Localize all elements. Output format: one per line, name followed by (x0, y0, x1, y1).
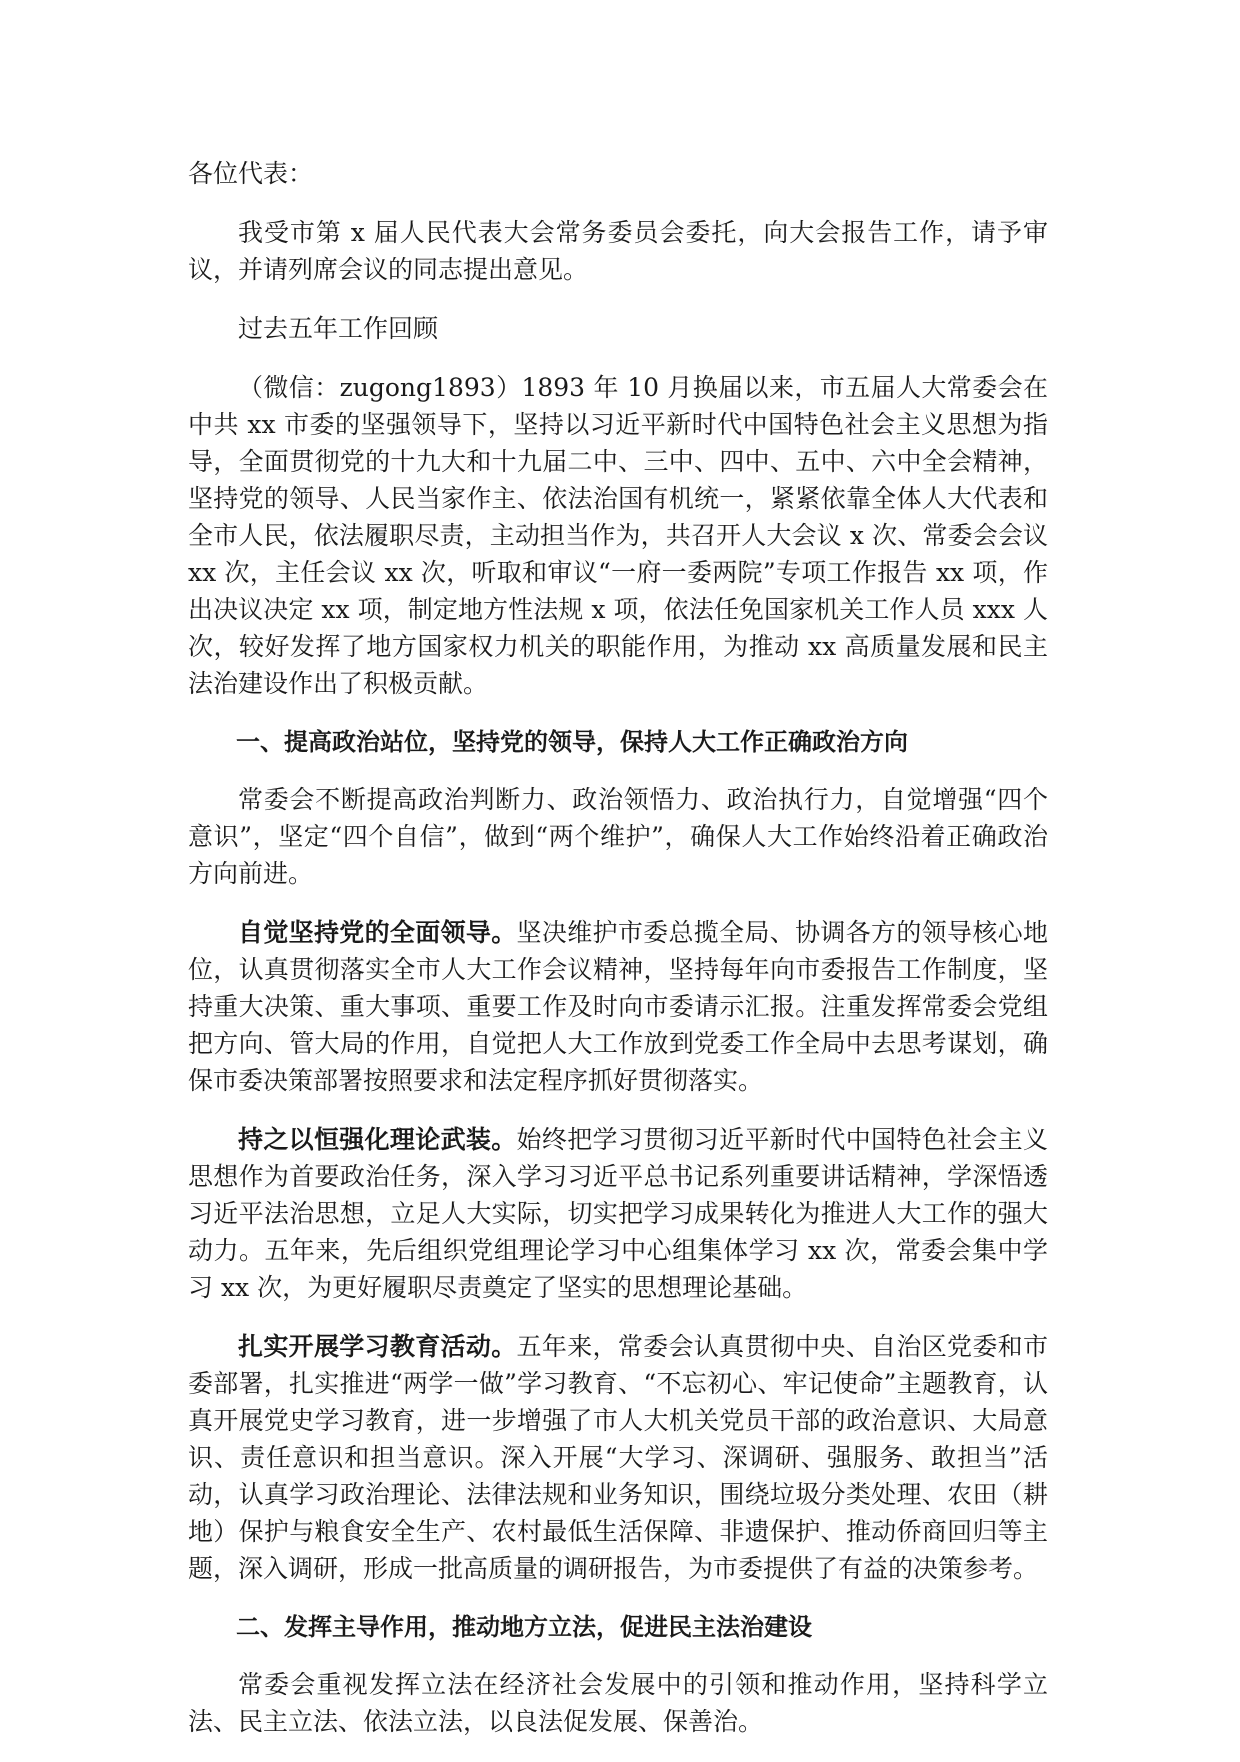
heading-two: 二、发挥主导作用，推动地方立法，促进民主法治建设 (236, 1613, 812, 1641)
paragraph-lead: 持之以恒强化理论武装。 (238, 1125, 517, 1154)
section-title: 过去五年工作回顾 (238, 314, 439, 343)
paragraph-body: 坚决维护市委总揽全局、协调各方的领导核心地位，认真贯彻落实全市人大工作会议精神，坚持每年向市委报告工作制度，坚持重大决策、重大事项、重要工作及时向市委请示汇报。注重发挥常委会党组把方向、管大局的作用，自觉把人大工作放到党委工作全局中去思考谋划，确保市委决策部署按照要求和法定程序抓好贯彻落实。 (188, 918, 1048, 1095)
paragraph-lead: 扎实开展学习教育活动。 (238, 1332, 517, 1361)
salutation: 各位代表： (188, 159, 314, 188)
document-page (188, 155, 1048, 1762)
intro-paragraph: 我受市第 x 届人民代表大会常务委员会委托，向大会报告工作，请予审议，并请列席会议的同志提出意见。 (188, 218, 1048, 284)
paragraph-body: 五年来，常委会认真贯彻中央、自治区党委和市委部署，扎实推进“两学一做”学习教育、“不忘初心、牢记使命”主题教育，认真开展党史学习教育，进一步增强了市人大机关党员干部的政治意识、大局意识、责任意识和担当意识。深入开展“大学习、深调研、强服务、敢担当”活动，认真学习政治理论、法律法规和业务知识，围绕垃圾分类处理、农田（耕地）保护与粮食安全生产、农村最低生活保障、非遗保护、推动侨商回归等主题，深入调研，形成一批高质量的调研报告，为市委提供了有益的决策参考。 (188, 1332, 1048, 1583)
paragraph-body: 始终把学习贯彻习近平新时代中国特色社会主义思想作为首要政治任务，深入学习习近平总书记系列重要讲话精神，学深悟透习近平法治思想，立足人大实际，切实把学习成果转化为推进人大工作的强大动力。五年来，先后组织党组理论学习中心组集体学习 xx 次，常委会集中学习 xx 次，为更好履职尽责奠定了坚实的思想理论基础。 (188, 1125, 1048, 1302)
overview-paragraph: （微信：zugong1893）1893 年 10 月换届以来，市五届人大常委会在中共 xx 市委的坚强领导下，坚持以习近平新时代中国特色社会主义思想为指导，全面贯彻党的十九大和十九届二中、三中、四中、五中、六中全会精神，坚持党的领导、人民当家作主、依法治国有机统一，紧紧依靠全体人大代表和全市人民，依法履职尽责，主动担当作为，共召开人大会议 x 次、常委会会议 xx 次，主任会议 xx 次，听取和审议“一府一委两院”专项工作报告 xx 项，作出决议决定 xx 项，制定地方性法规 x 项，依法任免国家机关工作人员 xxx 人次，较好发挥了地方国家权力机关的职能作用，为推动 xx 高质量发展和民主法治建设作出了积极贡献。 (188, 373, 1048, 698)
paragraph-party-leadership (188, 914, 1048, 1099)
paragraph-lead: 自觉坚持党的全面领导。 (238, 918, 517, 947)
heading-one-intro: 常委会不断提高政治判断力、政治领悟力、政治执行力，自觉增强“四个意识”，坚定“四个自信”，做到“两个维护”，确保人大工作始终沿着正确政治方向前进。 (188, 785, 1048, 888)
paragraph-theory (188, 1121, 1048, 1306)
heading-one: 一、提高政治站位，坚持党的领导，保持人大工作正确政治方向 (236, 728, 908, 756)
paragraph-education (188, 1328, 1048, 1587)
heading-two-intro: 常委会重视发挥立法在经济社会发展中的引领和推动作用，坚持科学立法、民主立法、依法立法，以良法促发展、保善治。 (188, 1670, 1048, 1736)
